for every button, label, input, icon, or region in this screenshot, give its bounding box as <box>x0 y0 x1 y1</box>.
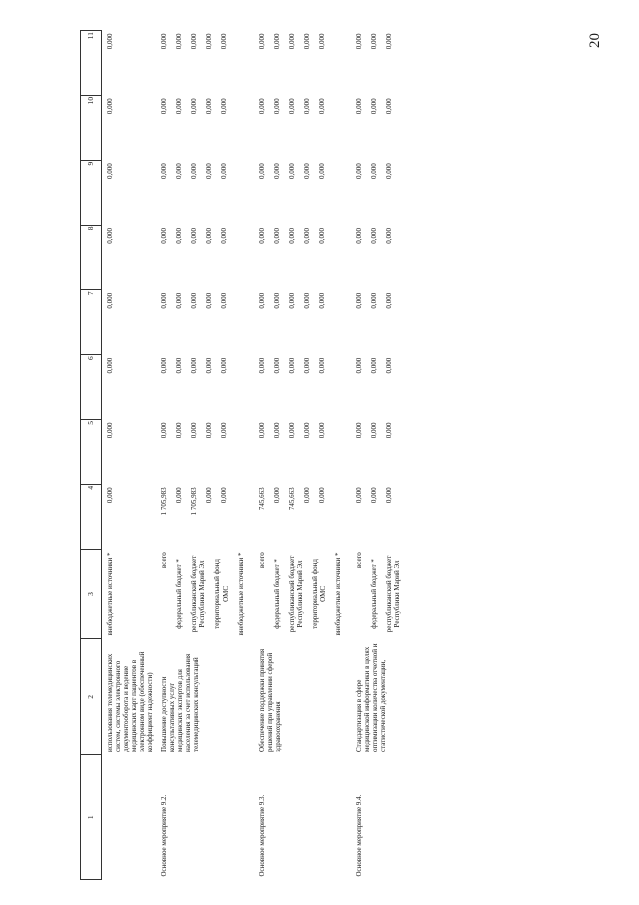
value-cell <box>102 420 157 485</box>
funding-source: внебюджетные источники * <box>236 552 245 636</box>
value-cell <box>156 31 253 96</box>
amount: 0,000 <box>272 422 281 439</box>
value-cell <box>254 225 351 290</box>
amount: 0,000 <box>302 33 311 50</box>
value-cell <box>156 225 253 290</box>
amount: 0,000 <box>160 422 169 439</box>
amount: 0,000 <box>287 98 296 115</box>
amount: 0,000 <box>205 33 214 50</box>
amount: 0,000 <box>272 357 281 374</box>
amount: 0,000 <box>190 163 199 179</box>
amount: 0,000 <box>106 228 114 244</box>
amount: 0,000 <box>220 357 229 374</box>
amount: 0,000 <box>175 163 184 179</box>
amount: 0,000 <box>317 357 326 374</box>
amount: 0,000 <box>354 98 363 115</box>
amount: 0,000 <box>354 228 363 244</box>
header-col-4: 4 <box>81 484 102 549</box>
table-row <box>102 31 157 880</box>
table-row <box>351 31 410 880</box>
amount: 0,000 <box>317 98 326 115</box>
funding-sources <box>102 549 157 639</box>
value-cell <box>351 290 410 355</box>
value-cell <box>102 225 157 290</box>
amount: 0,000 <box>205 292 214 309</box>
amount: 0,000 <box>160 33 169 50</box>
funding-source: всего <box>354 552 363 568</box>
amount: 0,000 <box>369 487 378 504</box>
amount: 0,000 <box>354 292 363 309</box>
funding-source: всего <box>160 552 169 568</box>
amount: 0,000 <box>220 33 229 50</box>
amount: 0,000 <box>272 163 281 179</box>
amount: 0,000 <box>287 357 296 374</box>
header-col-6: 6 <box>81 355 102 420</box>
funding-source: федеральный бюджет * <box>272 559 281 629</box>
amount: 0,000 <box>287 33 296 50</box>
header-col-8: 8 <box>81 225 102 290</box>
amount: 0,000 <box>160 98 169 115</box>
value-cell <box>156 290 253 355</box>
amount: 0,000 <box>317 228 326 244</box>
value-cell <box>156 420 253 485</box>
value-cell <box>156 355 253 420</box>
value-cell <box>351 160 410 225</box>
value-cell <box>254 31 351 96</box>
amount: 0,000 <box>175 422 184 439</box>
funding-source: внебюджетные источники * <box>106 552 114 636</box>
amount: 0,000 <box>354 487 363 504</box>
amount: 0,000 <box>369 292 378 309</box>
funding-source: федеральный бюджет * <box>369 559 378 629</box>
amount: 0,000 <box>317 33 326 50</box>
value-cell <box>254 160 351 225</box>
value-cell <box>351 95 410 160</box>
funding-source: всего <box>257 552 266 568</box>
amount: 0,000 <box>106 292 114 309</box>
amount: 0,000 <box>317 422 326 439</box>
amount: 0,000 <box>317 292 326 309</box>
amount: 0,000 <box>205 98 214 115</box>
amount: 0,000 <box>385 422 394 439</box>
value-cell <box>102 160 157 225</box>
amount: 0,000 <box>385 357 394 374</box>
value-cell <box>351 420 410 485</box>
amount: 0,000 <box>160 163 169 179</box>
value-cell <box>351 355 410 420</box>
amount: 0,000 <box>160 357 169 374</box>
funding-source: федеральный бюджет * <box>175 559 184 629</box>
amount: 0,000 <box>257 33 266 50</box>
header-col-9: 9 <box>81 160 102 225</box>
header-row <box>81 31 102 880</box>
amount: 0,000 <box>272 98 281 115</box>
amount: 745,663 <box>287 487 296 511</box>
amount: 0,000 <box>369 228 378 244</box>
amount: 0,000 <box>160 228 169 244</box>
amount: 0,000 <box>354 33 363 50</box>
amount: 0,000 <box>317 487 326 504</box>
amount: 0,000 <box>257 98 266 115</box>
amount: 0,000 <box>385 228 394 244</box>
amount: 1 705,983 <box>190 487 199 516</box>
header-col-5: 5 <box>81 420 102 485</box>
amount: 0,000 <box>205 422 214 439</box>
amount: 0,000 <box>369 163 378 179</box>
amount: 0,000 <box>106 163 114 179</box>
amount: 0,000 <box>385 487 394 504</box>
amount: 0,000 <box>354 422 363 439</box>
header-col-7: 7 <box>81 290 102 355</box>
amount: 0,000 <box>106 422 114 439</box>
amount: 0,000 <box>354 357 363 374</box>
amount: 0,000 <box>106 487 114 504</box>
amount: 0,000 <box>190 33 199 50</box>
amount: 0,000 <box>175 292 184 309</box>
amount: 0,000 <box>190 98 199 115</box>
measure-description: Стандартизация в сфере медицинской информатики в целях оптимизации количества отчетной и статистической документации, <box>354 643 388 752</box>
amount: 0,000 <box>175 33 184 50</box>
measure-title <box>102 755 157 880</box>
funding-sources <box>254 549 351 639</box>
value-cell <box>351 225 410 290</box>
amount: 0,000 <box>257 357 266 374</box>
amount: 0,000 <box>220 228 229 244</box>
amount: 0,000 <box>287 422 296 439</box>
amount: 0,000 <box>190 292 199 309</box>
funding-source: территориальный фонд ОМС <box>310 559 327 629</box>
table-row <box>254 31 351 880</box>
amount: 0,000 <box>205 357 214 374</box>
header-col-2: 2 <box>81 639 102 755</box>
value-cell <box>102 31 157 96</box>
header-col-3: 3 <box>81 549 102 639</box>
rotated-table-container <box>80 30 560 880</box>
measure-description: Обеспечение поддержки принятия решений при управлении сферой здравоохранения <box>257 648 282 752</box>
table-body <box>102 31 411 880</box>
amount: 0,000 <box>190 357 199 374</box>
value-cell <box>102 355 157 420</box>
amount: 0,000 <box>354 163 363 179</box>
value-cell <box>254 290 351 355</box>
amount: 0,000 <box>369 98 378 115</box>
value-cell <box>254 355 351 420</box>
amount: 0,000 <box>257 163 266 179</box>
header-col-1: 1 <box>81 755 102 880</box>
amount: 0,000 <box>302 163 311 179</box>
value-cell <box>102 484 157 549</box>
amount: 0,000 <box>302 98 311 115</box>
amount: 0,000 <box>257 292 266 309</box>
amount: 0,000 <box>160 292 169 309</box>
amount: 0,000 <box>220 98 229 115</box>
value-cell <box>254 420 351 485</box>
amount: 0,000 <box>385 292 394 309</box>
table-row <box>156 31 253 880</box>
value-cell <box>351 31 410 96</box>
amount: 0,000 <box>220 292 229 309</box>
amount: 0,000 <box>106 98 114 115</box>
value-cell <box>102 95 157 160</box>
measure-title: Основное мероприятие 9.3. <box>257 794 266 877</box>
amount: 0,000 <box>272 33 281 50</box>
amount: 0,000 <box>369 357 378 374</box>
value-cell <box>156 95 253 160</box>
amount: 0,000 <box>287 163 296 179</box>
funding-sources <box>156 549 253 639</box>
amount: 0,000 <box>190 228 199 244</box>
value-cell <box>254 484 351 549</box>
header-col-11: 11 <box>81 31 102 96</box>
amount: 0,000 <box>257 228 266 244</box>
value-cell <box>351 484 410 549</box>
amount: 0,000 <box>302 292 311 309</box>
header-col-10: 10 <box>81 95 102 160</box>
amount: 0,000 <box>106 33 114 50</box>
value-cell <box>254 95 351 160</box>
amount: 745,663 <box>257 487 266 511</box>
funding-source: внебюджетные источники * <box>333 552 342 636</box>
funding-source: территориальный фонд ОМС <box>213 559 230 629</box>
amount: 0,000 <box>302 487 311 504</box>
amount: 0,000 <box>302 357 311 374</box>
measure-description: использования телемедицинских систем, системы электронного документооборота и ведение медицинских карт пациентов в электронном виде (обеспеченный коэффициент надежности) <box>106 651 155 752</box>
amount: 0,000 <box>205 163 214 179</box>
funding-sources <box>351 549 410 639</box>
measure-description: Повышение доступности консультативных услуг медицинских экспертов для населения за счет использования телемедицинских консультаций <box>160 653 201 752</box>
amount: 0,000 <box>175 487 184 504</box>
amount: 0,000 <box>175 98 184 115</box>
amount: 0,000 <box>220 487 229 504</box>
amount: 1 705,983 <box>160 487 169 516</box>
funding-source: республиканский бюджет Республики Марий Эл <box>287 555 304 633</box>
amount: 0,000 <box>385 163 394 179</box>
amount: 0,000 <box>272 292 281 309</box>
amount: 0,000 <box>302 422 311 439</box>
page-number: 20 <box>587 33 603 48</box>
budget-table <box>80 30 410 880</box>
amount: 0,000 <box>317 163 326 179</box>
measure-title: Основное мероприятие 9.4. <box>354 794 363 877</box>
amount: 0,000 <box>205 228 214 244</box>
measure-title: Основное мероприятие 9.2. <box>160 794 169 877</box>
value-cell <box>102 290 157 355</box>
amount: 0,000 <box>220 163 229 179</box>
amount: 0,000 <box>205 487 214 504</box>
amount: 0,000 <box>385 98 394 115</box>
amount: 0,000 <box>272 228 281 244</box>
amount: 0,000 <box>190 422 199 439</box>
amount: 0,000 <box>302 228 311 244</box>
amount: 0,000 <box>385 33 394 50</box>
amount: 0,000 <box>369 33 378 50</box>
value-cell <box>156 484 253 549</box>
amount: 0,000 <box>369 422 378 439</box>
amount: 0,000 <box>175 357 184 374</box>
amount: 0,000 <box>287 292 296 309</box>
funding-source: республиканский бюджет Республики Марий Эл <box>385 555 402 633</box>
amount: 0,000 <box>220 422 229 439</box>
amount: 0,000 <box>175 228 184 244</box>
amount: 0,000 <box>272 487 281 504</box>
amount: 0,000 <box>106 357 114 374</box>
value-cell <box>156 160 253 225</box>
amount: 0,000 <box>287 228 296 244</box>
funding-source: республиканский бюджет Республики Марий Эл <box>190 555 207 633</box>
amount: 0,000 <box>257 422 266 439</box>
